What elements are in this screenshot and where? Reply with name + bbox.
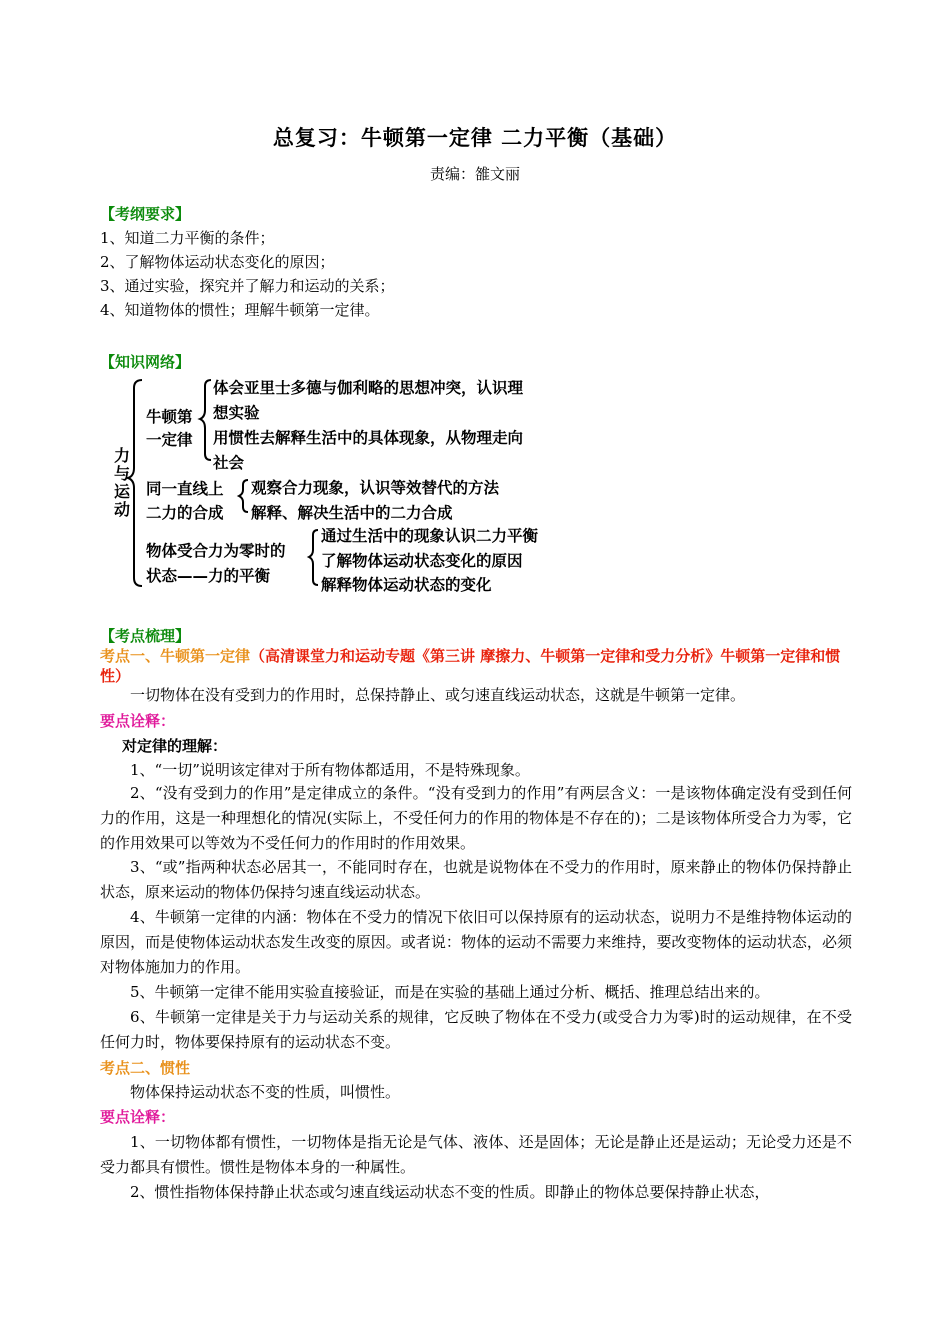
branch3-label-line2: 状态——力的平衡	[146, 567, 271, 585]
kp1-note: 1、“一切”说明该定律对于所有物体都适用，不是特殊现象。	[130, 761, 530, 779]
kp2-note: 2、惯性指物体保持静止状态或匀速直线运动状态不变的性质。即静止的物体总要保持静止状态，	[130, 1183, 770, 1201]
kp1-note: 4、牛顿第一定律的内涵：物体在不受力的情况下依旧可以保持原有的运动状态，说明力不是维持物体运动的原因，而是使物体运动状态发生改变的原因。或者说：物体的运动不需要力来维持，要改变物体的运动状态，必须对物体施加力的作用。	[100, 908, 852, 976]
branch3-leaf: 了解物体运动状态变化的原因	[321, 552, 523, 570]
kp1-note-heading: 要点诠释：	[100, 712, 176, 730]
branch1-label-line1: 牛顿第	[146, 408, 193, 426]
kp2-note: 1、一切物体都有惯性，一切物体是指无论是气体、液体、还是固体；无论是静止还是运动；无论受力还是不受力都具有惯性。惯性是物体本身的一种属性。	[100, 1133, 852, 1176]
branch2-label-line1: 同一直线上	[146, 480, 224, 498]
kp1-title-suffix: （高清课堂力和运动专题《第三讲 摩擦力、牛顿第一定律和受力分析》牛顿第一定律和惯性）	[100, 647, 841, 685]
kp1-note: 6、牛顿第一定律是关于力与运动关系的规律，它反映了物体在不受力(或受合力为零)时的运动规律，在不受任何力时，物体要保持原有的运动状态不变。	[100, 1008, 852, 1051]
branch3-leaf: 通过生活中的现象认识二力平衡	[321, 527, 539, 545]
editor-credit: 责编：雒文丽	[429, 165, 520, 183]
requirement-item: 2、了解物体运动状态变化的原因；	[100, 253, 335, 271]
kp2-definition: 物体保持运动状态不变的性质，叫惯性。	[130, 1083, 401, 1101]
branch2-brace	[239, 480, 248, 512]
requirement-item: 4、知道物体的惯性；理解牛顿第一定律。	[100, 301, 380, 319]
kp1-note: 3、“或”指两种状态必居其一，不能同时存在，也就是说物体在不受力的作用时，原来静止的物体仍保持静止状态，原来运动的物体仍保持匀速直线运动状态。	[100, 858, 852, 901]
points-heading: 【考点梳理】	[100, 627, 191, 645]
requirements-heading: 【考纲要求】	[100, 205, 191, 223]
requirement-item: 1、知道二力平衡的条件；	[100, 229, 275, 247]
kp2-title: 考点二、惯性	[100, 1059, 191, 1077]
branch2-label-line2: 二力的合成	[146, 504, 224, 522]
branch1-leaf: 体会亚里士多德与伽利略的思想冲突，认识理	[213, 379, 524, 397]
kp1-title	[100, 646, 860, 686]
branch2-leaf: 解释、解决生活中的二力合成	[251, 504, 453, 522]
branch2-leaf: 观察合力现象，认识等效替代的方法	[251, 479, 500, 497]
page-title: 总复习：牛顿第一定律 二力平衡（基础）	[272, 125, 678, 150]
root-label: 力与运动	[114, 446, 131, 519]
branch3-leaf: 解释物体运动状态的变化	[321, 576, 492, 594]
kp1-note: 2、“没有受到力的作用”是定律成立的条件。“没有受到力的作用”有两层含义：一是该物体确定没有受到任何力的作用，这是一种理想化的情况(实际上，不受任何力的作用的物体是不存在的)；二是该物体所受合力为零，它的作用效果可以等效为不受任何力的作用时的作用效果。	[100, 784, 852, 852]
network-heading: 【知识网络】	[100, 353, 191, 371]
branch1-label-line2: 一定律	[146, 431, 193, 449]
kp1-title-prefix: 考点一、牛顿第一定律	[100, 647, 251, 665]
kp1-definition: 一切物体在没有受到力的作用时，总保持静止、或匀速直线运动状态，这就是牛顿第一定律。	[130, 686, 746, 704]
knowledge-network-diagram	[110, 372, 610, 602]
kp1-sub-heading: 对定律的理解：	[122, 737, 228, 755]
branch1-brace	[200, 380, 211, 460]
branch1-leaf: 想实验	[213, 404, 260, 422]
branch1-leaf: 用惯性去解释生活中的具体现象，从物理走向	[213, 429, 524, 447]
branch3-brace	[309, 530, 318, 585]
requirement-item: 3、通过实验，探究并了解力和运动的关系；	[100, 277, 395, 295]
branch3-label-line1: 物体受合力为零时的	[146, 542, 286, 560]
branch1-leaf: 社会	[213, 454, 245, 472]
kp1-note: 5、牛顿第一定律不能用实验直接验证，而是在实验的基础上通过分析、概括、推理总结出来的。	[130, 983, 770, 1001]
kp2-note-heading: 要点诠释：	[100, 1108, 176, 1126]
